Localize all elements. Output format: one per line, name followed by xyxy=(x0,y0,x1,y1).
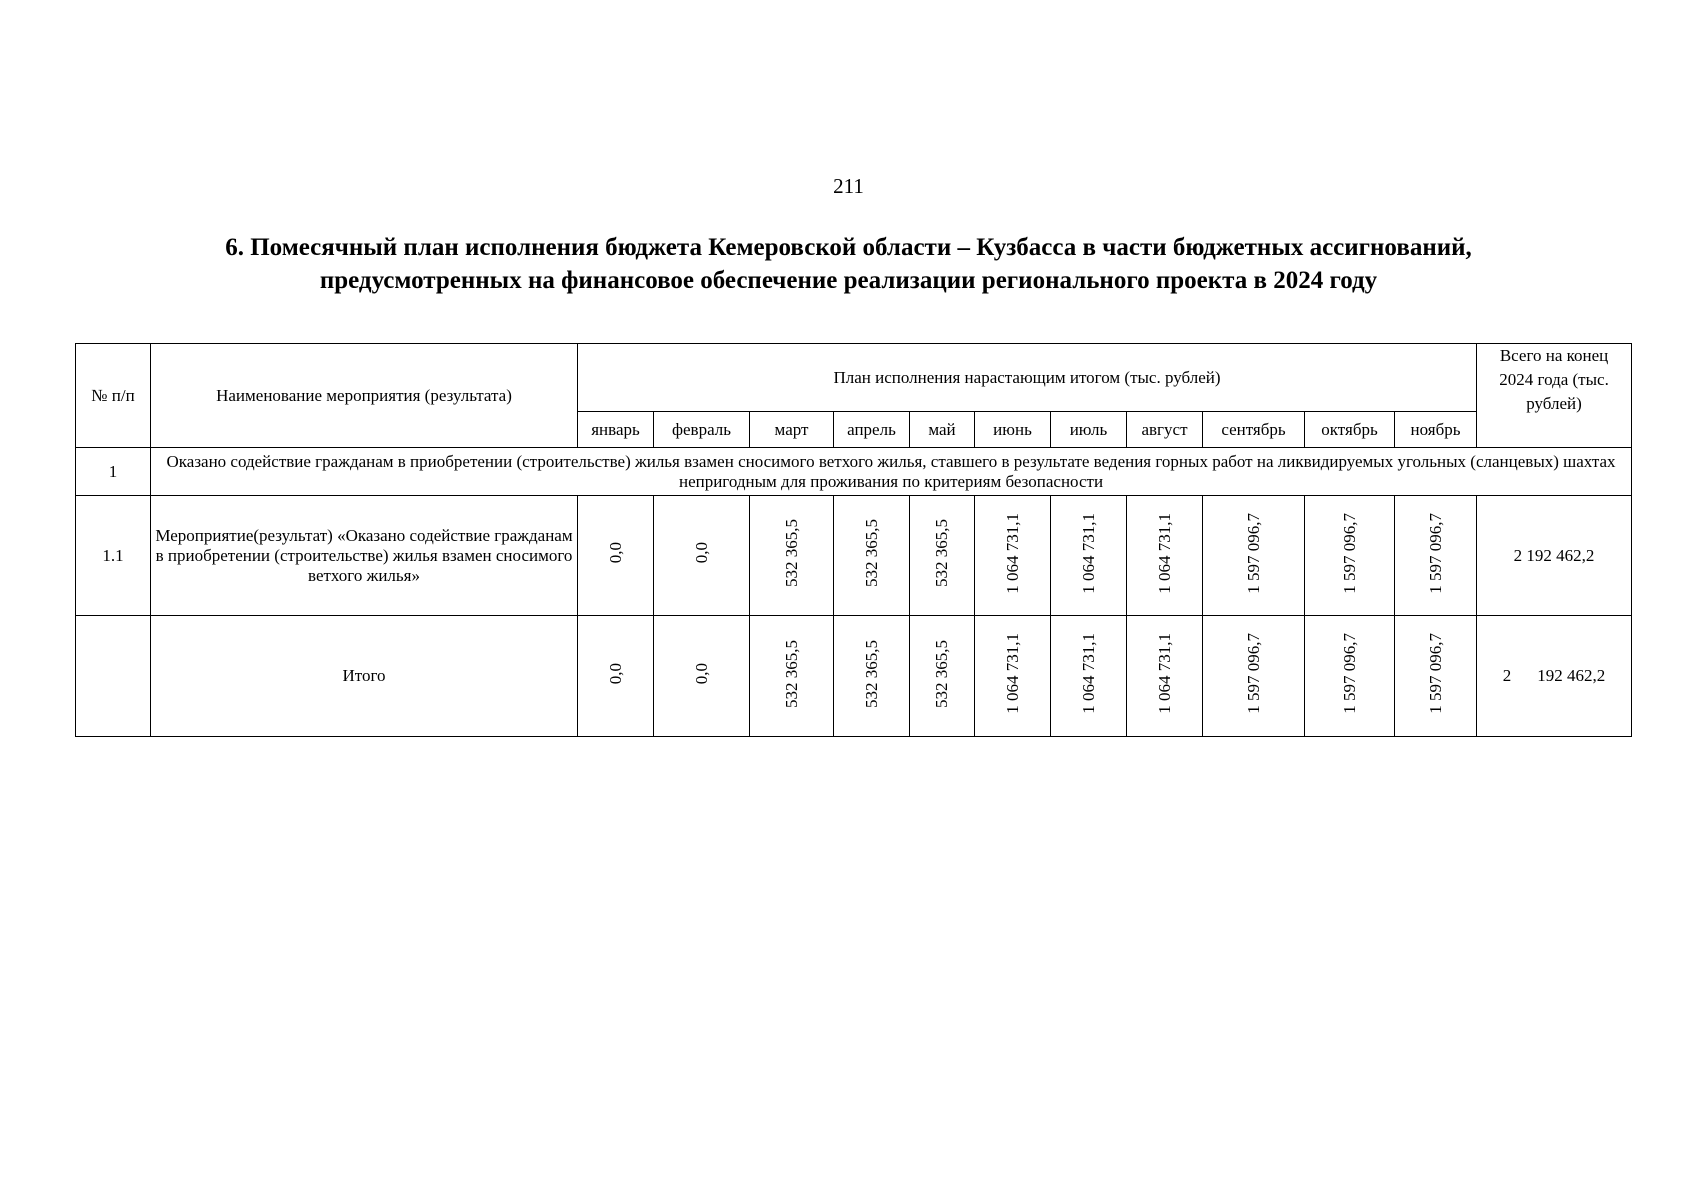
summary-value: 1 064 731,1 xyxy=(1002,633,1022,714)
summary-value-cell xyxy=(1203,616,1305,737)
item-value-cell xyxy=(1395,496,1477,616)
page-number: 211 xyxy=(833,174,864,198)
item-value-cell xyxy=(1305,496,1395,616)
group-row xyxy=(76,448,1632,496)
item-value: 1 597 096,7 xyxy=(1339,512,1359,594)
summary-value-cell xyxy=(975,616,1051,737)
title-line-2: предусмотренных на финансовое обеспечение реализации регионального проекта в 2024 году xyxy=(319,267,1378,294)
item-value: 1 064 731,1 xyxy=(1002,512,1022,594)
summary-value-cell xyxy=(750,616,834,737)
item-value-cell xyxy=(975,496,1051,616)
header-total: Всего на конец 2024 года (тыс. рублей) xyxy=(1477,344,1632,448)
header-month: май xyxy=(910,412,975,448)
summary-value: 1 597 096,7 xyxy=(1339,633,1359,714)
item-value-cell xyxy=(910,496,975,616)
header-month: февраль xyxy=(654,412,750,448)
item-name: Мероприятие(результат) «Оказано содействие гражданам в приобретении (строительстве) жилья взамен сносимого ветхого жилья» xyxy=(151,496,578,616)
summary-value: 532 365,5 xyxy=(932,639,951,708)
group-text: Оказано содействие гражданам в приобретении (строительстве) жилья взамен сносимого ветхого жилья, ставшего в результате ведения горных работ на ликвидируемых угольных (сланцевых) шахтах непригодным для проживания по критериям безопасности xyxy=(151,448,1632,496)
header-name: Наименование мероприятия (результата) xyxy=(151,344,578,448)
summary-value: 532 365,5 xyxy=(861,639,881,708)
item-row xyxy=(76,496,1632,616)
budget-plan-table xyxy=(75,343,1632,737)
summary-total-part1: 2 xyxy=(1502,666,1512,685)
summary-value-cell xyxy=(1305,616,1395,737)
header-plan: План исполнения нарастающим итогом (тыс. рублей) xyxy=(578,344,1477,412)
item-value: 0,0 xyxy=(605,542,625,564)
item-number: 1.1 xyxy=(76,496,151,616)
document-title xyxy=(0,231,1697,297)
summary-value: 1 064 731,1 xyxy=(1078,633,1098,714)
summary-value-cell xyxy=(834,616,910,737)
group-number: 1 xyxy=(76,448,151,496)
header-month: октябрь xyxy=(1305,412,1395,448)
header-month: сентябрь xyxy=(1203,412,1305,448)
item-value: 532 365,5 xyxy=(781,519,801,587)
item-value-cell xyxy=(1127,496,1203,616)
header-month: август xyxy=(1127,412,1203,448)
item-value: 532 365,5 xyxy=(932,519,951,587)
summary-value: 1 597 096,7 xyxy=(1243,633,1263,714)
header-month: март xyxy=(750,412,834,448)
header-month: июнь xyxy=(975,412,1051,448)
summary-value-cell xyxy=(1127,616,1203,737)
summary-value-cell xyxy=(654,616,750,737)
item-value: 1 597 096,7 xyxy=(1425,512,1445,594)
header-month: июль xyxy=(1051,412,1127,448)
summary-value: 0,0 xyxy=(691,662,711,685)
item-value: 1 064 731,1 xyxy=(1154,512,1174,594)
item-value-cell xyxy=(578,496,654,616)
summary-total-part2: 192 462,2 xyxy=(1537,666,1606,685)
header-row-1 xyxy=(76,344,1632,412)
summary-value: 1 597 096,7 xyxy=(1425,633,1445,714)
item-value: 1 064 731,1 xyxy=(1078,512,1098,594)
item-value-cell xyxy=(834,496,910,616)
header-month: январь xyxy=(578,412,654,448)
item-value-cell xyxy=(1051,496,1127,616)
item-value: 0,0 xyxy=(691,542,711,564)
summary-value-cell xyxy=(1051,616,1127,737)
summary-value-cell xyxy=(1395,616,1477,737)
item-value-cell xyxy=(654,496,750,616)
item-total: 2 192 462,2 xyxy=(1477,496,1632,616)
summary-value: 1 064 731,1 xyxy=(1154,633,1174,714)
header-month: апрель xyxy=(834,412,910,448)
header-month: ноябрь xyxy=(1395,412,1477,448)
summary-label: Итого xyxy=(151,616,578,737)
summary-number xyxy=(76,616,151,737)
summary-value-cell xyxy=(910,616,975,737)
title-line-1: 6. Помесячный план исполнения бюджета Кемеровской области – Кузбасса в части бюджетных ассигнований, xyxy=(225,234,1472,261)
item-value-cell xyxy=(1203,496,1305,616)
item-value-cell xyxy=(750,496,834,616)
summary-value-cell xyxy=(578,616,654,737)
summary-row xyxy=(76,616,1632,737)
item-value: 1 597 096,7 xyxy=(1243,512,1263,594)
summary-value: 532 365,5 xyxy=(781,639,801,708)
item-value: 532 365,5 xyxy=(861,519,881,587)
summary-value: 0,0 xyxy=(605,662,625,685)
summary-total xyxy=(1477,616,1632,737)
header-number: № п/п xyxy=(76,344,151,448)
